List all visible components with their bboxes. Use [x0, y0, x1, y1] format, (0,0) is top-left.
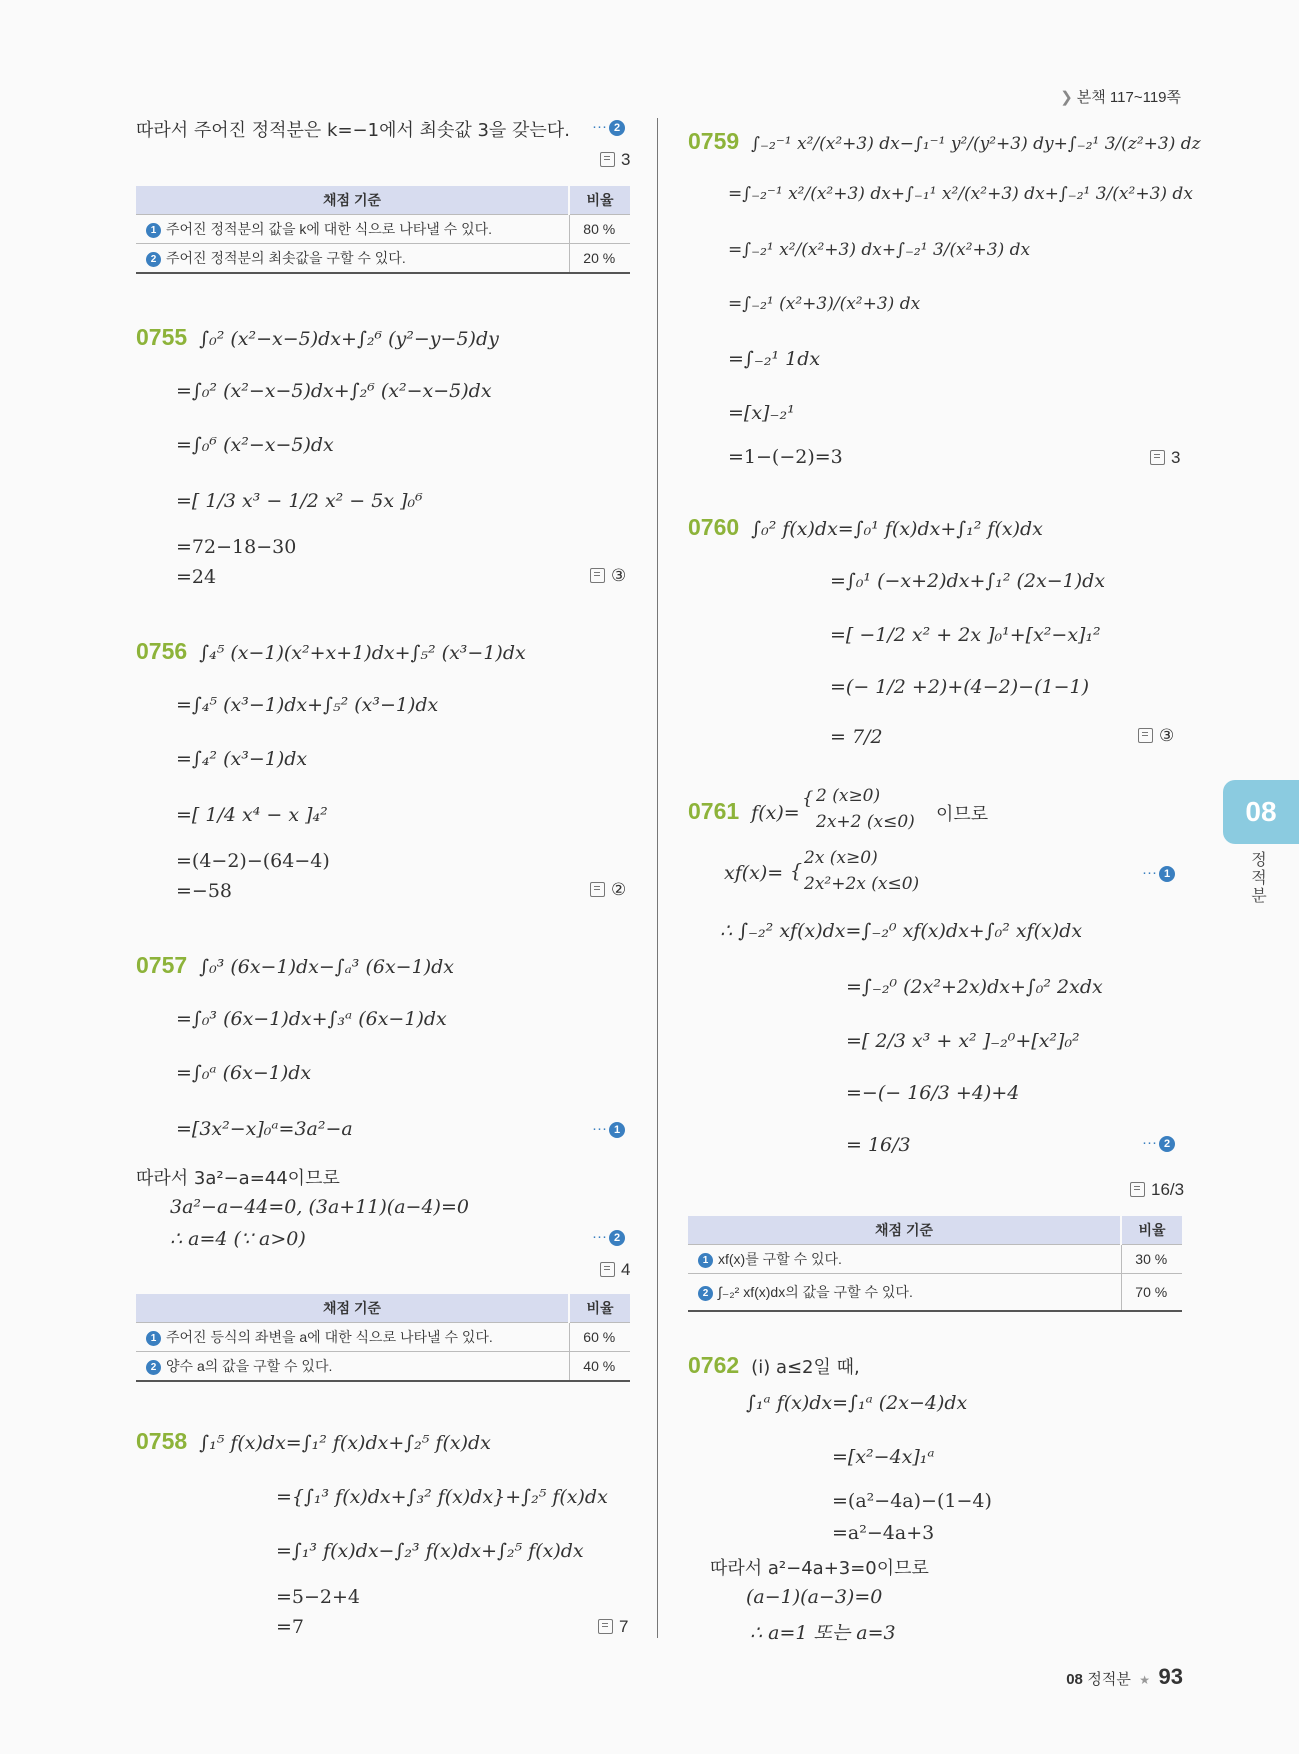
- problem-0761-line: ∴ ∫₋₂² xf(x)dx=∫₋₂⁰ xf(x)dx+∫₀² xf(x)dx: [720, 920, 1083, 942]
- problem-0756-line: =∫₄⁵ (x³−1)dx+∫₅² (x³−1)dx: [176, 694, 439, 716]
- brace-icon: {: [802, 788, 814, 809]
- answer: 16/3: [1130, 1180, 1184, 1200]
- case-line: 2x²+2x (x≤0): [804, 874, 920, 894]
- table-header: 채점 기준: [136, 1294, 569, 1323]
- intro-text: 따라서 주어진 정적분은 k=−1에서 최솟값 3을 갖는다.: [136, 120, 570, 141]
- table-row: 1 주어진 등식의 좌변을 a에 대한 식으로 나타낼 수 있다. 60 %: [136, 1323, 630, 1352]
- problem-0759-line: =∫₋₂⁻¹ x²/(x²+3) dx+∫₋₁¹ x²/(x²+3) dx+∫₋₂¹ 3/(x²+3) dx: [728, 184, 1193, 204]
- problem-0757-line: 0757 ∫₀³ (6x−1)dx−∫ₐ³ (6x−1)dx: [136, 952, 454, 978]
- problem-0759-line: =∫₋₂¹ (x²+3)/(x²+3) dx: [728, 294, 921, 314]
- page-footer: [1066, 1664, 1183, 1690]
- page-number: 93: [1158, 1664, 1183, 1689]
- answer-icon: [1138, 728, 1153, 743]
- problem-0762-text: 따라서 a²−4a+3=0이므로: [710, 1558, 929, 1579]
- problem-0758-line: ={∫₁³ f(x)dx+∫₃² f(x)dx}+∫₂⁵ f(x)dx: [276, 1486, 608, 1508]
- problem-0756-line: =[ 1/4 x⁴ − x ]₄²: [176, 804, 328, 826]
- problem-0762-line: =a²−4a+3: [832, 1522, 935, 1544]
- problem-0759-line: =∫₋₂¹ x²/(x²+3) dx+∫₋₂¹ 3/(x²+3) dx: [728, 240, 1031, 260]
- answer-icon: [590, 882, 605, 897]
- problem-0761-line: =∫₋₂⁰ (2x²+2x)dx+∫₀² 2xdx: [846, 976, 1103, 998]
- answer: ③: [1138, 726, 1174, 746]
- problem-0757-line: =∫₀ᵃ (6x−1)dx: [176, 1062, 312, 1084]
- problem-0760-line: 0760 ∫₀² f(x)dx=∫₀¹ f(x)dx+∫₁² f(x)dx: [688, 514, 1043, 540]
- column-divider: [657, 118, 658, 1638]
- problem-0761-line: 0761 f(x)=: [688, 798, 800, 824]
- problem-0762-equation: ∴ a=1 또는 a=3: [750, 1622, 896, 1644]
- table-header: 비율: [569, 186, 630, 215]
- step-marker: ··· 2: [592, 1228, 625, 1246]
- problem-0758-line: =7: [276, 1616, 305, 1638]
- problem-0761-line: xf(x)=: [724, 862, 784, 884]
- problem-0762-line: ∫₁ᵃ f(x)dx=∫₁ᵃ (2x−4)dx: [746, 1392, 968, 1414]
- table-row: 2 ∫₋₂² xf(x)dx의 값을 구할 수 있다. 70 %: [688, 1274, 1182, 1312]
- problem-0757-line: =[3x²−x]₀ᵃ=3a²−a: [176, 1118, 353, 1140]
- problem-0762-line: =[x²−4x]₁ᵃ: [832, 1446, 935, 1468]
- problem-0757-text: 따라서 3a²−a=44이므로: [136, 1168, 340, 1189]
- answer-icon: [1130, 1182, 1145, 1197]
- chapter-tab-label: 정적분: [1251, 852, 1267, 905]
- table-row: 2 양수 a의 값을 구할 수 있다. 40 %: [136, 1352, 630, 1382]
- case-line: 2x (x≥0): [804, 848, 878, 868]
- problem-0757-equation: 3a²−a−44=0, (3a+11)(a−4)=0: [170, 1196, 469, 1218]
- problem-0762-equation: (a−1)(a−3)=0: [746, 1586, 883, 1608]
- problem-0756-line: =−58: [176, 880, 233, 902]
- case-suffix: 이므로: [936, 804, 989, 825]
- book-reference: ❯ 본책 117~119쪽: [1060, 89, 1181, 106]
- footer-title: 정적분: [1087, 1671, 1131, 1688]
- star-icon: ★: [1139, 1673, 1151, 1687]
- step-marker: ··· 2: [592, 118, 625, 136]
- step-marker: ··· 1: [1142, 864, 1175, 882]
- answer-icon: [590, 568, 605, 583]
- step-marker: ··· 2: [1142, 1134, 1175, 1152]
- problem-0755-line: =24: [176, 566, 217, 588]
- problem-0761-line: =−(− 16/3 +4)+4: [846, 1082, 1020, 1104]
- answer: 3: [1150, 448, 1180, 468]
- problem-0758-line: =5−2+4: [276, 1586, 361, 1608]
- footer-chapter: 08: [1066, 1671, 1083, 1688]
- problem-0760-line: =∫₀¹ (−x+2)dx+∫₁² (2x−1)dx: [830, 570, 1106, 592]
- answer-icon: [600, 1262, 615, 1277]
- problem-0759-line: =[x]₋₂¹: [728, 402, 795, 424]
- answer-icon: [598, 1619, 613, 1634]
- table-header: 비율: [1121, 1216, 1182, 1245]
- brace-icon: {: [790, 860, 803, 882]
- grading-table-2: [136, 1294, 630, 1382]
- case-line: 2 (x≥0): [816, 786, 881, 806]
- problem-0762-line: =(a²−4a)−(1−4): [832, 1490, 992, 1512]
- table-header: 비율: [569, 1294, 630, 1323]
- problem-0756-line: 0756 ∫₄⁵ (x−1)(x²+x+1)dx+∫₅² (x³−1)dx: [136, 638, 526, 664]
- problem-0759-line: 0759 ∫₋₂⁻¹ x²/(x²+3) dx−∫₁⁻¹ y²/(y²+3) dy+∫₋₂¹ 3/(z²+3) dz: [688, 128, 1201, 154]
- problem-0760-line: = 7/2: [830, 726, 883, 748]
- problem-0761-line: =[ 2/3 x³ + x² ]₋₂⁰+[x²]₀²: [846, 1030, 1080, 1052]
- answer: 3: [600, 150, 630, 170]
- problem-0762-line: 0762 (i) a≤2일 때,: [688, 1352, 860, 1378]
- table-header: 채점 기준: [688, 1216, 1121, 1245]
- problem-0757-equation: ∴ a=4 (∵ a>0): [170, 1228, 306, 1250]
- problem-0759-line: =1−(−2)=3: [728, 446, 843, 468]
- answer: ③: [590, 566, 626, 586]
- problem-0756-line: =∫₄² (x³−1)dx: [176, 748, 308, 770]
- answer-icon: [1150, 450, 1165, 465]
- table-header: 채점 기준: [136, 186, 569, 215]
- step-marker: ··· 1: [592, 1120, 625, 1138]
- table-row: 2 주어진 정적분의 최솟값을 구할 수 있다. 20 %: [136, 244, 630, 274]
- problem-0755-line: =[ 1/3 x³ − 1/2 x² − 5x ]₀⁶: [176, 490, 423, 512]
- case-line: 2x+2 (x≤0): [816, 812, 915, 832]
- problem-0758-line: 0758 ∫₁⁵ f(x)dx=∫₁² f(x)dx+∫₂⁵ f(x)dx: [136, 1428, 491, 1454]
- problem-0757-line: =∫₀³ (6x−1)dx+∫₃ᵃ (6x−1)dx: [176, 1008, 447, 1030]
- problem-0759-line: =∫₋₂¹ 1dx: [728, 348, 821, 370]
- problem-0755-line: =∫₀⁶ (x²−x−5)dx: [176, 434, 334, 456]
- answer: 4: [600, 1260, 630, 1280]
- answer-icon: [600, 152, 615, 167]
- problem-0761-line: = 16/3: [846, 1134, 911, 1156]
- problem-0758-line: =∫₁³ f(x)dx−∫₂³ f(x)dx+∫₂⁵ f(x)dx: [276, 1540, 584, 1562]
- answer: ②: [590, 880, 626, 900]
- problem-0755-line: =∫₀² (x²−x−5)dx+∫₂⁶ (x²−x−5)dx: [176, 380, 492, 402]
- chapter-tab[interactable]: 08: [1223, 780, 1299, 844]
- answer: 7: [598, 1617, 628, 1637]
- problem-0760-line: =(− 1/2 +2)+(4−2)−(1−1): [830, 676, 1090, 698]
- problem-0755-line: 0755 ∫₀² (x²−x−5)dx+∫₂⁶ (y²−y−5)dy: [136, 324, 499, 350]
- chevron-right-icon: ❯: [1060, 89, 1073, 106]
- table-row: 1 xf(x)를 구할 수 있다. 30 %: [688, 1245, 1182, 1274]
- grading-table-1: [136, 186, 630, 274]
- grading-table-3: [688, 1216, 1182, 1312]
- table-row: 1 주어진 정적분의 값을 k에 대한 식으로 나타낼 수 있다. 80 %: [136, 215, 630, 244]
- problem-0756-line: =(4−2)−(64−4): [176, 850, 330, 872]
- problem-0755-line: =72−18−30: [176, 536, 297, 558]
- problem-0760-line: =[ −1/2 x² + 2x ]₀¹+[x²−x]₁²: [830, 624, 1101, 646]
